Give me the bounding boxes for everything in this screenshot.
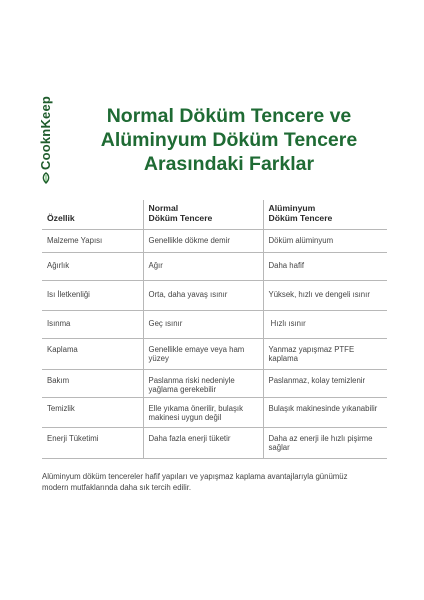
table-row xyxy=(42,310,387,338)
header-normal: Normal Döküm Tencere xyxy=(143,200,263,229)
cell-feature: Temizlik xyxy=(42,397,143,427)
comparison-table xyxy=(42,200,387,459)
cell-normal: Elle yıkama önerilir, bulaşık makinesi uygun değil xyxy=(143,397,263,427)
page-title xyxy=(64,104,394,176)
cell-normal: Genellikle dökme demir xyxy=(143,229,263,252)
table-row xyxy=(42,369,387,397)
cell-normal: Geç ısınır xyxy=(143,310,263,338)
cell-feature: Isı İletkenliği xyxy=(42,280,143,310)
cell-aluminum: Paslanmaz, kolay temizlenir xyxy=(263,369,387,397)
title-line-3: Arasındaki Farklar xyxy=(143,153,315,175)
table-row xyxy=(42,252,387,280)
title-line-2: Alüminyum Döküm Tencere xyxy=(100,129,358,151)
brand-logo xyxy=(38,95,54,188)
cell-aluminum: Daha az enerji ile hızlı pişirme sağlar xyxy=(263,427,387,458)
brand-logo-text: CooknKeep xyxy=(38,95,53,170)
table-header-row xyxy=(42,200,387,229)
cell-normal: Orta, daha yavaş ısınır xyxy=(143,280,263,310)
cell-aluminum: Yüksek, hızlı ve dengeli ısınır xyxy=(263,280,387,310)
cell-feature: Isınma xyxy=(42,310,143,338)
table-row xyxy=(42,229,387,252)
table-row xyxy=(42,397,387,427)
cell-feature: Malzeme Yapısı xyxy=(42,229,143,252)
logo-leaf-icon xyxy=(40,172,52,184)
cell-aluminum: Hızlı ısınır xyxy=(263,310,387,338)
table-row xyxy=(42,280,387,310)
table-row xyxy=(42,338,387,369)
cell-normal: Ağır xyxy=(143,252,263,280)
cell-aluminum: Bulaşık makinesinde yıkanabilir xyxy=(263,397,387,427)
cell-feature: Kaplama xyxy=(42,338,143,369)
title-line-1: Normal Döküm Tencere ve xyxy=(106,105,352,127)
cell-feature: Ağırlık xyxy=(42,252,143,280)
cell-normal: Daha fazla enerji tüketir xyxy=(143,427,263,458)
cell-feature: Bakım xyxy=(42,369,143,397)
cell-feature: Enerji Tüketimi xyxy=(42,427,143,458)
cell-normal: Genellikle emaye veya ham yüzey xyxy=(143,338,263,369)
header-aluminum: Alüminyum Döküm Tencere xyxy=(263,200,387,229)
footnote: Alüminyum döküm tencereler hafif yapıları ve yapışmaz kaplama avantajlarıyla günümüz modern mutfaklarında daha sık tercih edilir. xyxy=(42,472,348,492)
cell-aluminum: Daha hafif xyxy=(263,252,387,280)
header-feature: Özellik xyxy=(42,200,143,229)
cell-aluminum: Döküm alüminyum xyxy=(263,229,387,252)
cell-normal: Paslanma riski nedeniyle yağlama gerekebilir xyxy=(143,369,263,397)
cell-aluminum: Yanmaz yapışmaz PTFE kaplama xyxy=(263,338,387,369)
table-row xyxy=(42,427,387,458)
